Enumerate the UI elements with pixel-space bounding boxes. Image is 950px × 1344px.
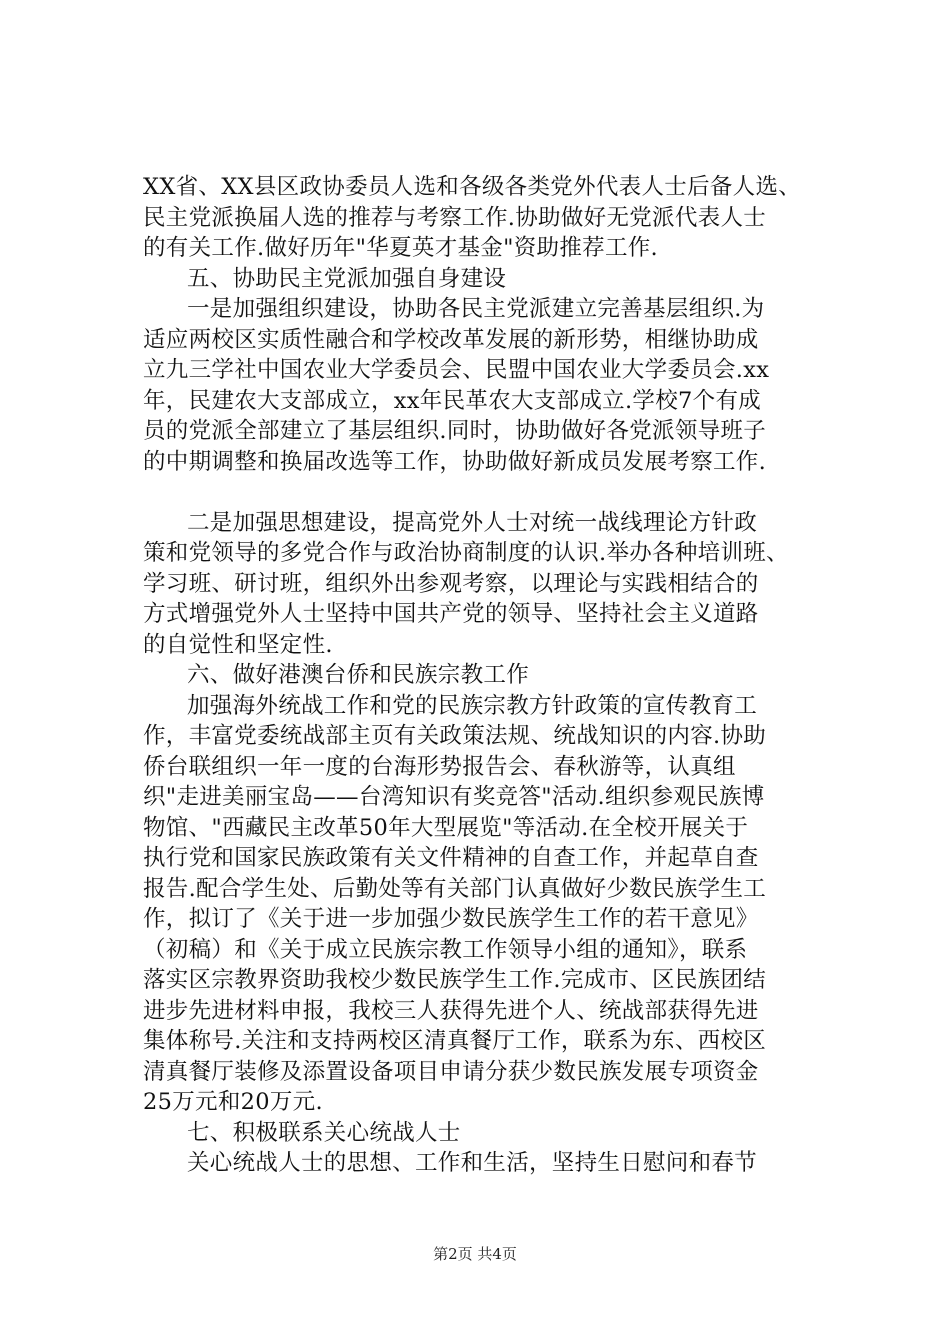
text-line: 25万元和20万元. — [143, 1089, 323, 1115]
text-line: 关心统战人士的思想、工作和生活，坚持生日慰问和春节 — [187, 1150, 758, 1176]
text-line: 落实区宗教界资助我校少数民族学生工作.完成市、区民族团结 — [143, 967, 767, 993]
text-line: 策和党领导的多党合作与政治协商制度的认识.举办各种培训班、 — [143, 540, 789, 566]
text-line: 作，拟订了《关于进一步加强少数民族学生工作的若干意见》 — [143, 906, 759, 932]
text-line: 一是加强组织建设，协助各民主党派建立完善基层组织.为 — [187, 296, 765, 322]
text-line: 加强海外统战工作和党的民族宗教方针政策的宣传教育工 — [187, 692, 758, 719]
page-footer: 第2页 共4页 — [433, 1245, 517, 1263]
text-line: 二是加强思想建设，提高党外人士对统一战线理论方针政 — [187, 509, 758, 536]
text-line: 集体称号.关注和支持两校区清真餐厅工作，联系为东、西校区 — [143, 1028, 767, 1054]
section-heading: 六、做好港澳台侨和民族宗教工作 — [187, 662, 530, 688]
section-heading: 七、积极联系关心统战人士 — [187, 1119, 461, 1146]
text-line: 员的党派全部建立了基层组织.同时，协助做好各党派领导班子 — [143, 418, 767, 444]
text-line: XX省、XX县区政协委员人选和各级各类党外代表人士后备人选、 — [143, 174, 802, 200]
text-line: 适应两校区实质性融合和学校改革发展的新形势，相继协助成 — [143, 326, 759, 353]
text-line: 学习班、研讨班，组织外出参观考察，以理论与实践相结合的 — [143, 570, 759, 597]
text-line: 报告.配合学生处、后勤处等有关部门认真做好少数民族学生工 — [143, 875, 767, 902]
text-line: 立九三学社中国农业大学委员会、民盟中国农业大学委员会.xx — [143, 357, 770, 383]
section-heading: 五、协助民主党派加强自身建设 — [187, 265, 507, 292]
text-line: 进步先进材料申报，我校三人获得先进个人、统战部获得先进 — [143, 997, 759, 1024]
text-line: 的有关工作.做好历年"华夏英才基金"资助推荐工作. — [143, 235, 659, 261]
text-line: 民主党派换届人选的推荐与考察工作.协助做好无党派代表人士 — [143, 204, 767, 231]
paragraph-gap — [143, 477, 833, 508]
text-line: 年，民建农大支部成立，xx年民革农大支部成立.学校7个有成 — [143, 387, 762, 414]
text-line: 的自觉性和坚定性. — [143, 631, 333, 658]
text-line: 侨台联组织一年一度的台海形势报告会、春秋游等，认真组 — [143, 753, 736, 780]
text-line: 方式增强党外人士坚持中国共产党的领导、坚持社会主义道路 — [143, 601, 759, 627]
text-line: （初稿）和《关于成立民族宗教工作领导小组的通知》，联系 — [143, 936, 748, 963]
text-line: 织"走进美丽宝岛——台湾知识有奖竞答"活动.组织参观民族博 — [143, 784, 765, 810]
text-line: 物馆、"西藏民主改革50年大型展览"等活动.在全校开展关于 — [143, 814, 749, 841]
text-line: 清真餐厅装修及添置设备项目申请分获少数民族发展专项资金 — [143, 1058, 759, 1085]
text-line: 的中期调整和换届改选等工作，协助做好新成员发展考察工作. — [143, 448, 767, 475]
document-body — [143, 172, 833, 1179]
text-line: 作，丰富党委统战部主页有关政策法规、统战知识的内容.协助 — [143, 723, 767, 749]
text-line: 执行党和国家民族政策有关文件精神的自查工作，并起草自查 — [143, 845, 759, 871]
